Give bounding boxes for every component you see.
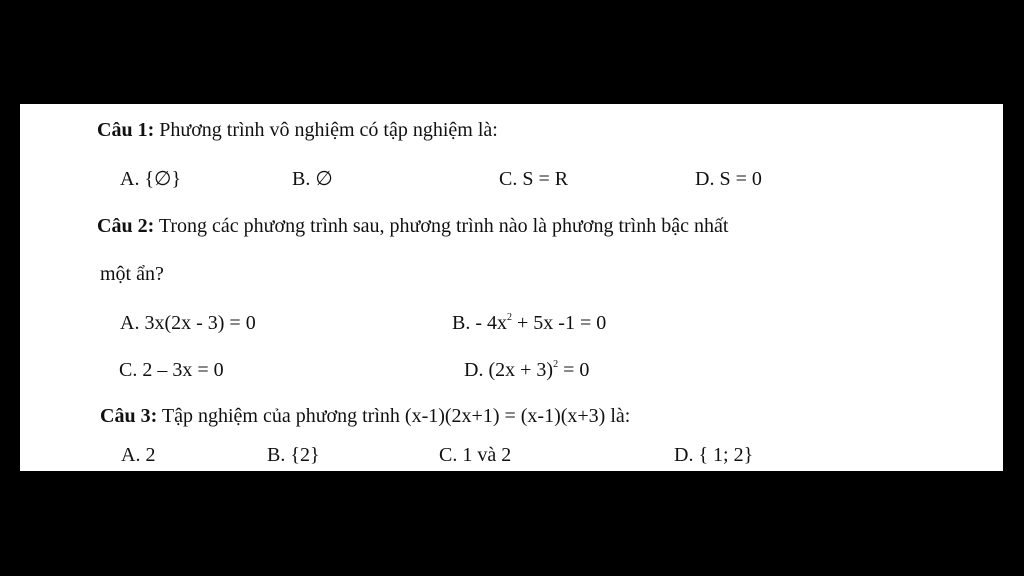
option-letter: A.: [120, 168, 140, 190]
option-letter: B.: [292, 168, 311, 190]
document-page: [20, 104, 1003, 471]
option-text: ∅: [315, 168, 333, 190]
option-text: [475, 312, 606, 334]
question-1: [97, 118, 498, 142]
question-2-label: Câu 2:: [97, 215, 155, 237]
question-2-text-line2: một ẩn?: [100, 263, 164, 285]
q3-option-c: [439, 443, 511, 467]
option-text: 3x(2x - 3) = 0: [144, 312, 256, 334]
option-letter: D.: [695, 168, 715, 190]
option-text: { 1; 2}: [698, 444, 754, 466]
option-letter: A.: [120, 312, 140, 334]
q2-option-b: [452, 311, 606, 335]
exponent: 2: [507, 312, 513, 323]
option-text-base: - 4x: [475, 312, 508, 334]
q2-option-d: [464, 358, 589, 382]
option-letter: C.: [439, 444, 458, 466]
option-text: 1 và 2: [462, 444, 512, 466]
q3-option-b: [267, 443, 320, 467]
q2-option-a: [120, 311, 256, 335]
option-text: [488, 359, 589, 381]
option-text-base: (2x + 3): [488, 359, 554, 381]
question-3-label: Câu 3:: [100, 405, 158, 427]
option-text-rest: + 5x -1 = 0: [512, 312, 607, 334]
option-text: 2: [145, 444, 156, 466]
q2-option-c: [119, 358, 224, 382]
question-3-text: Tập nghiệm của phương trình (x-1)(2x+1) = (x-1)(x+3) là:: [161, 405, 631, 427]
q3-option-d: [674, 443, 753, 467]
option-letter: D.: [674, 444, 694, 466]
exponent: 2: [553, 359, 559, 370]
q1-option-d: [695, 167, 762, 191]
q3-option-a: [121, 443, 155, 467]
question-2-text-line1: Trong các phương trình sau, phương trình nào là phương trình bậc nhất: [158, 215, 729, 237]
question-1-label: Câu 1:: [97, 119, 155, 141]
option-letter: B.: [267, 444, 286, 466]
option-text-rest: = 0: [558, 359, 590, 381]
option-text: S = 0: [719, 168, 762, 190]
question-1-text: Phương trình vô nghiệm có tập nghiệm là:: [159, 119, 498, 141]
question-3: [100, 404, 630, 428]
q1-option-c: [499, 167, 568, 191]
option-letter: C.: [119, 359, 138, 381]
option-text: {∅}: [144, 168, 182, 190]
option-letter: C.: [499, 168, 518, 190]
option-text: {2}: [290, 444, 320, 466]
option-letter: A.: [121, 444, 141, 466]
q1-option-b: [292, 167, 333, 191]
option-letter: B.: [452, 312, 471, 334]
q1-option-a: [120, 167, 181, 191]
option-text: S = R: [522, 168, 569, 190]
question-2: [97, 214, 728, 238]
option-text: 2 – 3x = 0: [142, 359, 224, 381]
option-letter: D.: [464, 359, 484, 381]
